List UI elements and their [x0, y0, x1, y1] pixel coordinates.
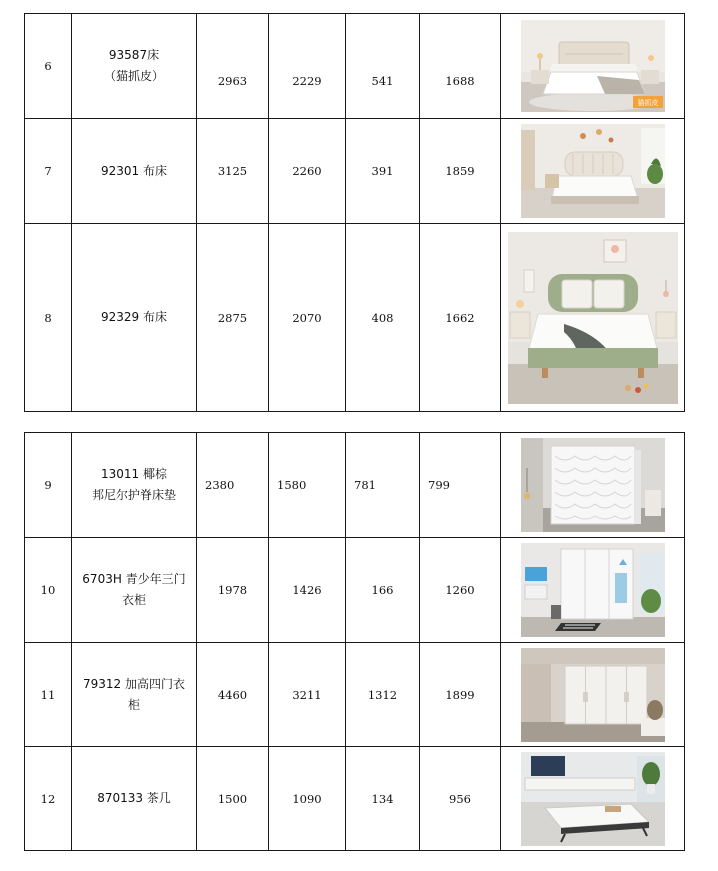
- bed-cloud-fabric-photo: [521, 124, 665, 218]
- product-name-line: 柜: [127, 697, 140, 712]
- value-cell: 1500: [197, 747, 269, 851]
- bed-cream-leather-photo: [521, 20, 665, 112]
- product-name-line: 79312 加高四门衣: [83, 676, 185, 691]
- row-number: 9: [25, 433, 72, 538]
- product-name: [72, 643, 197, 747]
- product-name-line: 92301 布床: [101, 163, 167, 178]
- value-cell: 1662: [420, 224, 501, 412]
- product-image-cell: [501, 119, 685, 224]
- value-cell: 956: [420, 747, 501, 851]
- value-cell: 134: [346, 747, 420, 851]
- value-cell: 1859: [420, 119, 501, 224]
- product-name: [72, 224, 197, 412]
- bed-green-fabric-photo: [508, 232, 678, 404]
- product-table-1: [24, 13, 685, 412]
- product-name-line: 870133 茶几: [97, 791, 171, 805]
- table-row: [25, 119, 685, 224]
- table-row: [25, 224, 685, 412]
- four-door-wardrobe-photo: [521, 648, 665, 742]
- value-cell: 1090: [269, 747, 346, 851]
- value-cell: 1899: [420, 643, 501, 747]
- product-name: [72, 14, 197, 119]
- row-number: 6: [25, 14, 72, 119]
- row-number: 8: [25, 224, 72, 412]
- value-cell: 391: [346, 119, 420, 224]
- product-name: [72, 538, 197, 643]
- value-cell: 2875: [197, 224, 269, 412]
- row-number: 12: [25, 747, 72, 851]
- product-table-2: [24, 432, 685, 851]
- value-cell: 2260: [269, 119, 346, 224]
- mattress-photo: [521, 438, 665, 532]
- row-number: 10: [25, 538, 72, 643]
- table-row: [25, 433, 685, 538]
- product-image-cell: [501, 224, 685, 412]
- product-name-line: （猫抓皮）: [103, 69, 164, 83]
- value-cell: 3211: [269, 643, 346, 747]
- value-cell: 1260: [420, 538, 501, 643]
- coffee-table-photo: [521, 752, 665, 846]
- value-cell: 4460: [197, 643, 269, 747]
- value-cell: 1688: [420, 14, 501, 119]
- value-cell: 408: [346, 224, 420, 412]
- photo-badge-text: 猫抓皮: [637, 99, 658, 107]
- value-cell: 2229: [269, 14, 346, 119]
- value-cell: 2963: [197, 14, 269, 119]
- value-cell: 1978: [197, 538, 269, 643]
- product-name-line: 93587床: [108, 48, 160, 62]
- table-row: [25, 14, 685, 119]
- value-cell: 799: [420, 433, 501, 538]
- value-cell: 1426: [269, 538, 346, 643]
- value-cell: 781: [346, 433, 420, 538]
- product-name: [72, 119, 197, 224]
- value-cell: 3125: [197, 119, 269, 224]
- table-row: [25, 643, 685, 747]
- value-cell: 2070: [269, 224, 346, 412]
- table-row: [25, 538, 685, 643]
- product-name: [72, 433, 197, 538]
- value-cell: 541: [346, 14, 420, 119]
- product-name-line: 衣柜: [121, 593, 146, 607]
- product-name-line: 92329 布床: [101, 310, 167, 324]
- product-name-line: 6703H 青少年三门: [82, 572, 186, 586]
- row-number: 7: [25, 119, 72, 224]
- product-image-cell: [501, 538, 685, 643]
- product-image-cell: [501, 14, 685, 119]
- table-row: [25, 747, 685, 851]
- row-number: 11: [25, 643, 72, 747]
- product-image-cell: [501, 643, 685, 747]
- product-name-line: 13011 椰棕: [101, 467, 167, 481]
- product-image-cell: [501, 433, 685, 538]
- youth-wardrobe-photo: [521, 543, 665, 637]
- value-cell: 166: [346, 538, 420, 643]
- product-name: [72, 747, 197, 851]
- value-cell: 2380: [197, 433, 269, 538]
- value-cell: 1580: [269, 433, 346, 538]
- value-cell: 1312: [346, 643, 420, 747]
- product-image-cell: [501, 747, 685, 851]
- product-name-line: 邦尼尔护脊床垫: [91, 488, 176, 502]
